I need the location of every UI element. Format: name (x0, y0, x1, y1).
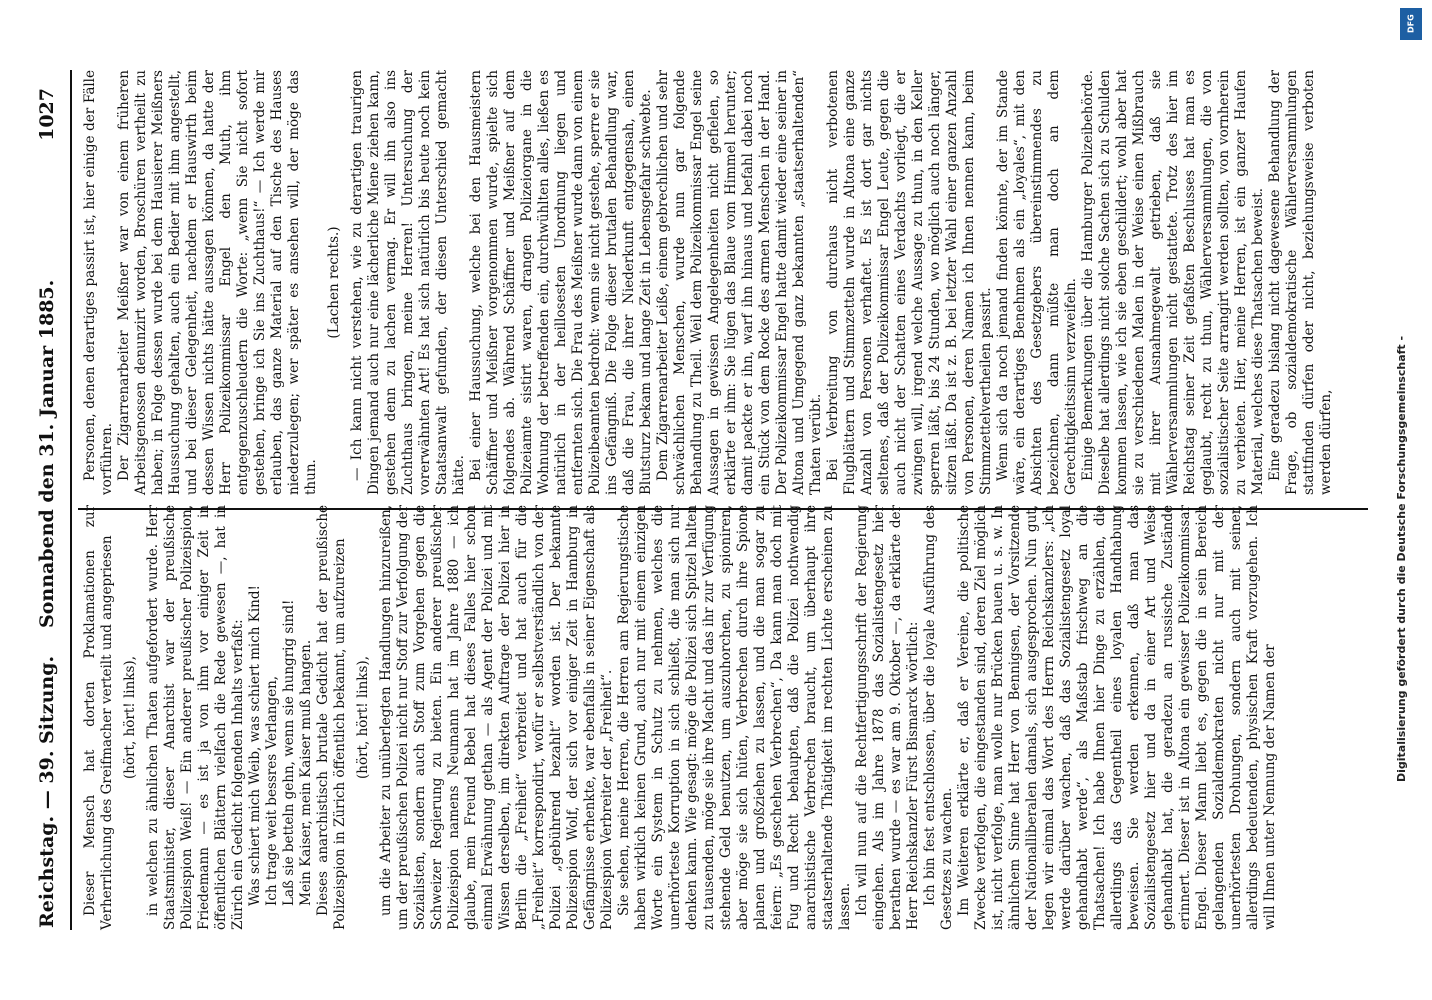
interjection: (hört, hört! links), (355, 656, 371, 779)
paragraph: Bei Verbreitung von durchaus nicht verbotenen Flugblättern und Stimmzetteln wurde in Altona eine ganze Anzahl von Personen verhaftet. Es ist dort gar nichts seltenes, daß der Polizeikommissar Engel Leute, gegen die auch nicht der Schatten eines Verdachts vorliegt, die er zwingen will, irgend welche Aussage zu thun, in den Keller sperren läßt, bis 24 Stunden, wo möglich auch noch länger, sitzen läßt. Da ist z. B. bei letzter Wahl einer ganzen Anzahl von Personen, deren Namen ich Ihnen nennen kann, beim Stimmzettelvertheilen passirt. (825, 70, 994, 495)
dfg-logo: DFG (1400, 8, 1422, 40)
paragraph: Dieses anarchistisch brutale Gedicht hat der preußische Polizeispion in Zürich öffentlich bekannt, um aufzureizen (315, 505, 348, 930)
interjection: (Lachen rechts.) (326, 226, 342, 339)
paragraph: Dem Zigarrenarbeiter Leiße, einem gebrechlichen und sehr schwächlichen Menschen, wurde nun gar folgende Behandlung zu Theil. Weil dem Polizeikommissar Engel seine Aussagen in gewissen Angelegenheiten nicht gefielen, so erklärte er ihm: Sie lügen das Blaue vom Himmel herunter; damit packte er ihn, warf ihn hinaus und befahl dabei noch ein Stück von dem Rocke des armen Menschen in der Hand. Der Polizeikommissar Engel hatte damit wieder eine seiner in Altona und Umgegend ganz bekannten „staatserhaltenden“ Thaten verübt. (655, 70, 824, 495)
page-number: 1027 (36, 88, 58, 141)
running-header (28, 88, 68, 928)
interjection: (hört, hört! links), (122, 656, 138, 779)
header-session: Reichstag. — 39. Sitzung. (36, 655, 58, 928)
paragraph: Dieser Mensch hat dorten Proklamationen zur Verherrlichung des Greifmacher verteilt und angepriesen (82, 505, 115, 930)
paragraph: Ich will nun auf die Rechtfertigungsschrift der Regierung eingehen. Als im Jahre 1878 das Sozialistengesetz hier berathen wurde — es war am 9. Oktober —, da erklärte der Herr Reichskanzler Fürst Bismarck wörtlich: (854, 505, 921, 930)
paragraph: um die Arbeiter zu unüberlegten Handlungen hinzureißen, um der preußischen Polizei nicht nur Stoff zur Verfolgung der Sozialisten, sondern auch Stoff zum Vorgehen gegen die Schweizer Regierung zu bieten. Ein anderer preußischer Polizeispion namens Neumann hat im Jahre 1880 — ich glaube, mein Freund Bebel hat dieses Falles hier schon einmal Erwähnung gethan — als Agent der Polizei und mit Wissen derselben, im direkten Auftrage der Polizei hier in Berlin die „Freiheit“ verbreitet und hat auch für die „Freiheit“ korrespondirt, wofür er selbstverständlich von der Polizei „gebührend bezahlt“ worden ist. Der bekannte Polizeispion Wolf, der sich vor einiger Zeit in Hamburg in Gefängnisse erhenkte, war ebenfalls in seiner Eigenschaft als Polizeispion Verbreiter der „Freiheit“. (378, 505, 615, 930)
paragraph: — Ich kann nicht verstehen, wie zu derartigen traurigen Dingen jemand auch nur eine lächerliche Miene ziehen kann, gestehen denn zu lachen vermag. Er will ihn also ins Zuchthaus bringen, meine Herren! Untersuchung der vorerwähnten Art! Es hat sich natürlich bis heute noch kein Staatsanwalt gefunden, der diesen Unterschied gemacht hätte. (349, 70, 467, 495)
verse-line: Was schiert mich Weib, was schiert mich Kind! (247, 585, 263, 906)
paragraph: Ich bin fest entschlossen, über die loyale Ausführung des Gesetzes zu wachen. (922, 505, 955, 930)
paragraph: in welchen zu ähnlichen Thaten aufgefordert wurde. Herr Staatsminister, dieser Anarchist war der preußische Polizeispion Weiß! — Ein anderer preußischer Polizeispion, Friedemann — es ist ja von ihm vor einiger Zeit in öffentlichen Blättern vielfach die Rede gewesen —, hat in Zürich ein Gedicht folgenden Inhalts verfaßt: (145, 505, 246, 930)
left-text-column (82, 505, 1278, 930)
paragraph: Eine geradezu bislang nicht dagewesene Behandlung der Frage, ob sozialdemokratische Wählerversammlungen stattfinden dürfen oder nicht, beziehungsweise verboten werden dürfen, (1267, 70, 1334, 495)
paragraph: Im Weiteren erklärte er, daß er Vereine, die politische Zwecke verfolgen, die eingestanden sind, deren Ziel möglich ist, nicht verfolge, man wolle nur Brücken bauen u. s. w. In ähnlichem Sinne hat Herr von Bennigsen, der Vorsitzende der Nationalliberalen damals, sich ausgesprochen. Nun gut, legen wir einmal das Wort des Herrn Reichskanzlers: „ich werde darüber wachen, daß das Sozialistengesetz loyal gehandhabt werde“, als Maßstab frischweg an die Thatsachen! Ich habe Ihnen hier Dinge zu erzählen, die allerdings das Gegentheil eines loyalen Handhabung beweisen. Sie werden erkennen, daß man das Sozialistengesetz hier und da in einer Art und Weise gehandhabt hat, die geradezu an russische Zustände erinnert. Dieser ist in Altona ein gewisser Polizeikommissar Engel. Dieser Mann liebt es, gegen die in sein Bereich gelangenden Sozialdemokraten nicht nur mit der unerhörtesten Drohungen, sondern auch mit seiner, allerdings bedeutenden, physischen Kraft vorzugehen. Ich will Ihnen unter Nennung der Namen der (956, 505, 1278, 930)
credit-text: Digitalisierung gefördert durch die Deutsche Forschungsgemeinschaft - (1395, 335, 1408, 782)
right-text-column (82, 70, 1334, 495)
paragraph: Sie sehen, meine Herren, die Herren am Regierungstische haben wirklich keinen Grund, auch nur mit einem einzigen Worte ein System in Schutz zu nehmen, welches die unerhörteste Korruption in sich schließt, die man sich nur denken kann. Wie gesagt: möge die Polizei sich Spitzel halten zu tausenden, möge sie ihre Macht und das ihr zur Verfügung stehende Geld benutzen, um auszuhorchen, zu spioniren, aber möge sie sich hüten, Verbrechen durch ihre Spione planen und großziehen zu lassen, und die man sogar zu feiern: „Es geschehen Verbrechen“, Da kann man doch mit Fug und Recht behaupten, daß die Polizei nothwendig anarchistische Verbrechen braucht, um überhaupt ihre staatserhaltende Thätigkeit im rechten Lichte erscheinen zu lassen. (616, 505, 853, 930)
header-date: Sonnabend den 31. Januar 1885. (36, 279, 58, 628)
verse-line: Mein Kaiser, mein Kaiser muß hangen. (298, 639, 314, 906)
verse-line: Ich trage weit bessres Verlangen, (264, 675, 280, 906)
paragraph: Bei einer Haussuchung, welche bei den Hausmeistern Schäffner und Meißner vorgenommen wurde, spielte sich folgendes ab. Während Schäffner und Meißner auf dem Polizeiamte sistirt waren, drangen Polizeiorgane in die Wohnung der betreffenden ein, durchwühlten alles, ließen es natürlich in der heillosesten Unordnung liegen und entfernten sich. Die Frau des Meißner wurde dann von einem Polizeibeamten bedroht: wenn sie nicht gestehe, sperre er sie ins Gefängniß. Die Folge dieser brutalen Behandlung war, daß die Frau, die ihrer Niederkunft entgegensah, einen Blutsturz bekam und lange Zeit in Lebensgefahr schwebte. (468, 70, 654, 495)
paragraph: Personen, denen derartiges passirt ist, hier einige der Fälle vorführen. (82, 70, 115, 495)
paragraph: Der Zigarrenarbeiter Meißner war von einem früheren Arbeitsgenossen denunzirt worden, Broschüren vertheilt zu haben; in Folge dessen wurde bei dem Hausierer Meißners Haussuchung gehalten, auch ein Bedier mit ihm angestellt, und bei dieser Gelegenheit, nachdem er Hauswirth beim dessen Wissen nichts hätte aussagen können, da hatte der Herr Polizeikommissar Engel den Muth, ihm entgegenzuschleudern die Worte: „wenn Sie nicht sofort gestehen, bringe ich Sie ins Zuchthaus!“ — Ich werde mir erlauben, das ganze Material auf den Tische des Hauses niederzulegen; wer später es ansehen will, der möge das thun. (116, 70, 319, 495)
digitization-credit (1395, 22, 1425, 782)
paragraph: Wenn sich da noch jemand finden könnte, der im Stande wäre, ein derartiges Benehmen als ein „loyales“, mit den Absichten des Gesetzgebers übereinstimmendes zu bezeichnen, dann müßte man doch an dem Gerechtigkeitssinn verzweifeln. (995, 70, 1079, 495)
verse-line: Laß sie betteln gehn, wenn sie hungrig sind! (281, 599, 297, 906)
header-rule (70, 70, 72, 930)
paragraph: Einige Bemerkungen über die Hamburger Polizeibehörde. Dieselbe hat allerdings nicht solche Sachen sich zu Schulden kommen lassen, wie ich sie eben geschildert; wohl aber hat sie zu verschiedenen Malen in der Weise einen Mißbrauch mit ihrer Ausnahmegewalt getrieben, daß sie Wählerversammlungen nicht gestattete. Trotz des hier im Reichstag seiner Zeit gefaßten Beschlusses hat man es geglaubt, recht zu thun, Wählerversammlungen, die von sozialistischer Seite arrangirt werden sollten, von vornherein zu verbieten. Hier, meine Herren, ist ein ganzer Haufen Material, welches diese Thatsachen beweist. (1080, 70, 1266, 495)
